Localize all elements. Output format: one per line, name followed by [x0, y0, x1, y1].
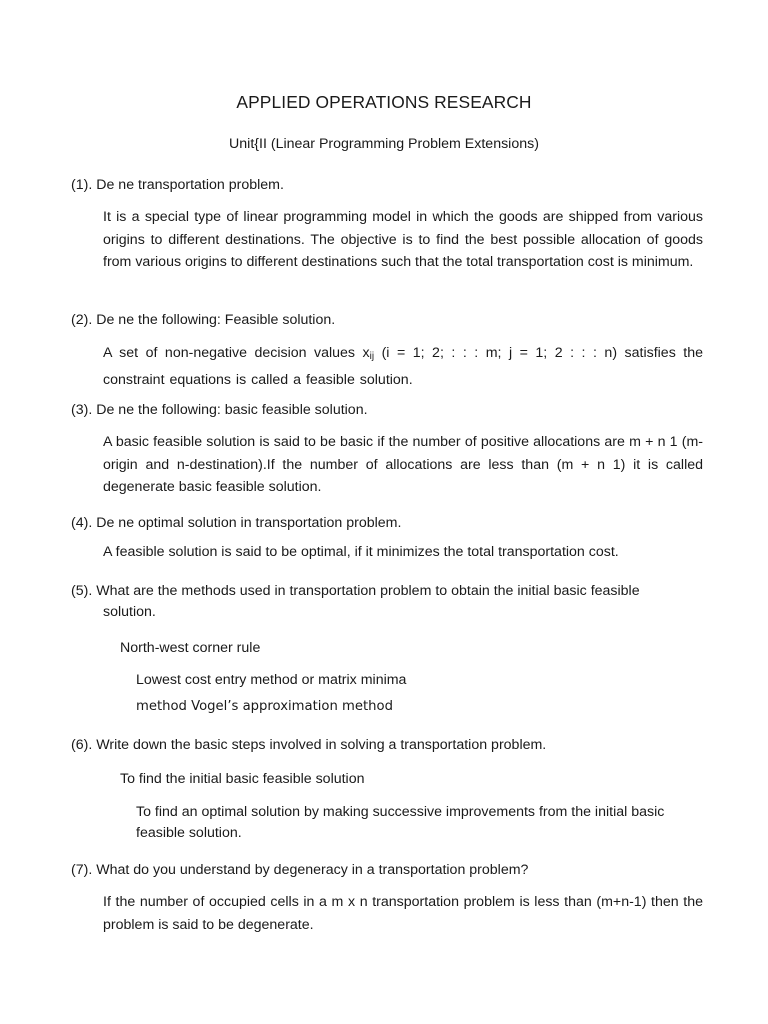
answer-7: If the number of occupied cells in a m x n transportation problem is less than (m+n-1) then the problem is said to be degenerate.: [103, 894, 703, 933]
answer-2-pre: A set of non-negative decision values x: [103, 345, 370, 361]
question-1: (1). De ne transportation problem.: [71, 177, 284, 193]
answer-2: [103, 342, 703, 391]
question-5-line-1: (5). What are the methods used in transportation problem to obtain the initial basic feasible: [71, 583, 640, 599]
answer-3: A basic feasible solution is said to be basic if the number of positive allocations are m + n 1 (m-origin and n-destination).If the number of allocations are less than (m + n 1) it is called degenerate basic feasible solution.: [103, 434, 703, 496]
method-item: North-west corner rule: [120, 640, 261, 656]
method-item: method Vogel’s approximation method: [136, 699, 393, 714]
question-3: (3). De ne the following: basic feasible solution.: [71, 402, 368, 418]
answer-2-post: (i = 1; 2; : : : m; j = 1; 2 : : : n) satisfies the constraint equations is called a feasible solution.: [103, 345, 704, 388]
question-5-line-2: solution.: [103, 604, 156, 620]
page-subtitle: Unit{II (Linear Programming Problem Extensions): [229, 136, 539, 152]
answer-2-subscript: ij: [369, 351, 375, 362]
answer-4: A feasible solution is said to be optimal, if it minimizes the total transportation cost.: [103, 544, 619, 560]
step-item: To find the initial basic feasible solution: [120, 771, 365, 787]
answer-1: It is a special type of linear programming model in which the goods are shipped from various origins to different destinations. The objective is to find the best possible allocation of goods from various origins to different destinations such that the total transportation cost is minimum.: [103, 209, 703, 271]
question-2: (2). De ne the following: Feasible solution.: [71, 312, 336, 328]
method-item: Lowest cost entry method or matrix minima: [136, 672, 407, 688]
question-6: (6). Write down the basic steps involved in solving a transportation problem.: [71, 737, 547, 753]
question-4: (4). De ne optimal solution in transportation problem.: [71, 515, 402, 531]
question-7: (7). What do you understand by degeneracy in a transportation problem?: [71, 862, 529, 878]
step-item: To find an optimal solution by making successive improvements from the initial basic feasible solution.: [136, 804, 665, 841]
page-title: APPLIED OPERATIONS RESEARCH: [236, 92, 532, 112]
